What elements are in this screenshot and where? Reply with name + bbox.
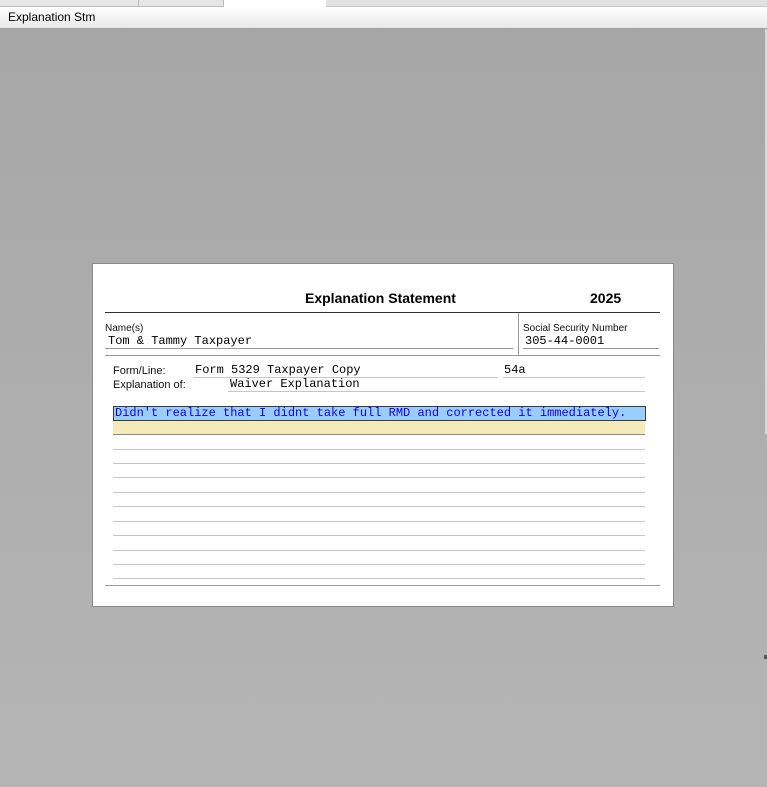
explanation-line-7[interactable] — [113, 506, 645, 507]
ssn-field[interactable]: 305-44-0001 — [525, 334, 605, 348]
explanation-line-3[interactable] — [113, 449, 645, 450]
explanation-line-11[interactable] — [113, 564, 645, 565]
explanation-of-label: Explanation of: — [113, 379, 186, 391]
form-line-field[interactable]: Form 5329 Taxpayer Copy — [195, 363, 361, 377]
name-ssn-divider — [518, 313, 519, 355]
tab-strip — [0, 0, 767, 7]
explanation-of-underline — [228, 391, 645, 392]
explanation-line-12[interactable] — [113, 578, 645, 579]
document-title: Explanation Stm — [8, 10, 96, 24]
section-rule — [105, 355, 660, 356]
tab-strip-rest — [326, 0, 767, 7]
form-title: Explanation Statement — [305, 290, 456, 306]
explanation-line-9[interactable] — [113, 535, 645, 536]
line-number-underline — [503, 377, 645, 378]
document-title-bar — [0, 7, 767, 29]
tab-active[interactable] — [224, 0, 326, 7]
footer-rule — [105, 585, 660, 586]
line-rule — [113, 434, 645, 435]
explanation-of-field[interactable]: Waiver Explanation — [230, 377, 360, 391]
explanation-line-4[interactable] — [113, 463, 645, 464]
line-number-field[interactable]: 54a — [504, 363, 526, 377]
ssn-underline — [523, 348, 659, 349]
explanation-line-1[interactable]: Didn't realize that I didnt take full RMD and corrected it immediately. — [113, 406, 646, 421]
explanation-line-6[interactable] — [113, 492, 645, 493]
form-year: 2025 — [590, 290, 622, 306]
form-line-label: Form/Line: — [113, 365, 166, 377]
tab-2[interactable] — [139, 0, 224, 7]
name-underline — [105, 348, 513, 349]
explanation-line-5[interactable] — [113, 477, 645, 478]
explanation-line-10[interactable] — [113, 550, 645, 551]
ssn-label: Social Security Number — [523, 323, 628, 334]
name-field[interactable]: Tom & Tammy Taxpayer — [108, 334, 253, 348]
header-rule — [105, 312, 660, 313]
explanation-line-8[interactable] — [113, 521, 645, 522]
tab-1[interactable] — [0, 0, 139, 7]
explanation-statement-form — [92, 263, 674, 607]
explanation-line-2[interactable] — [113, 421, 645, 434]
name-label: Name(s) — [105, 323, 144, 334]
